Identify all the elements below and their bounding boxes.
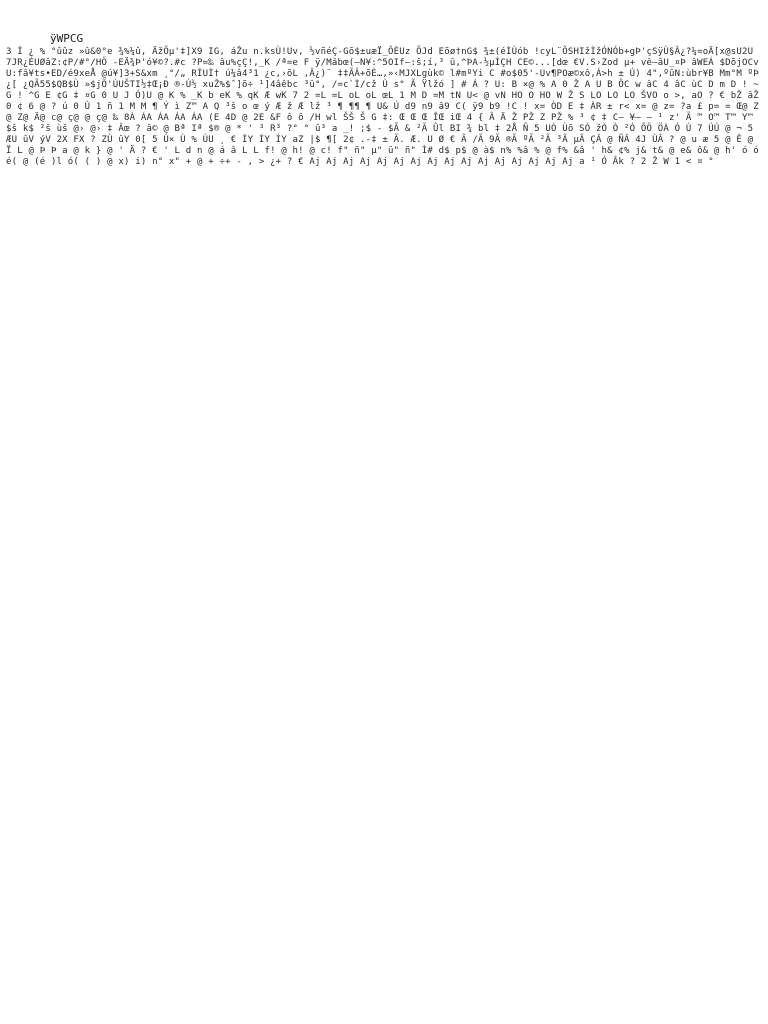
file-header-text: ÿWPCG (50, 32, 84, 45)
garbled-binary-text: 3 Í ¿ % °ûûz »û&0°e ¾%¼û, ÄžÕµ'‡]X9 IG, áŽu n.ksÙ!Uv, ½vñéÇ-Gõ$±uæÏ_ÔÈUz ÕJd Eõø†nG$ ¾±(éÌÙób !cyL¨ÕSHIžÌžÓNÓb+gÞ'çSÿÙ§Â¿?¼=oÄ[x@sU2U 7JR¿ÉUØâZ:¢P/#°/HÖ -EÄ¾Þ'ó¥©?.#c ?P=‰ âu%çÇ!,_K /ª=e F ÿ/Mâbœ(–N¥:^5OIf–:š;í,³ û,^ÞA-½µÌÇH CE©...[dœ €V.S›Zod µ+ vê–âU_¤Þ âWEÁ $DõjOCvU:fâ¥ts•ED/é9xeÅ @ú¥]3+S&xm ¸°/„ RÍUÌ† ú¼â4³1 ¿c,›õL ,Â¿)¨ ‡‡ÃÂ+õÈ…,»‹MJXLgùk© l#mºYi C #o$05'-Uv¶POæ©xô,Á>h ± Ú) 4",ºûN:ùbr¥B Mm°M ºÞ¿[ ¿QÃ55$QB$Ù »$jÕ'ÙUŠTI½‡Œ¡Ð ®-Ú½ xuŽ%$ˆ]õ÷ ¹]4âêbc ³û°, /=c`Ì/cž Ù s° Ã Ÿlžó ] # Á ? U: B ×@ % A 0 Ž A U B ÔC w âC 4 âC ùC D m D ! ~G ! ^G E ¢G ‡ ¤G 0 U J Ó)U @ K % _K b eK % qK Æ wK 7 2 =L =L oL oL œL 1 M D =M tN U< @ vN HO O HO W Ž S LO LO LO ŠVO o >, aO ? € bŽ âŽ 0 ¢ 6 @ ? ú 0 Ù 1 ñ 1 M M ¶ Ý ì Z™ A Q ³š o œ ý Æ ž Æ lž ³ ¶ ¶¶ ¶ U& Ú d9 n9 â9 C( ÿ9 b9 !C ! x= ÒD E ‡ ÀR ± r< x= @ z= ?a £ p= = Œ@ Z@ Z@ Ä@ c@ ç@ @ ç@ ‰ 8Á ÁA ÁA ÁA ÁA (E 4D @ 2E &F ô ô /H wl ŠŠ Š G ‡: Œ Œ Œ ÎŒ iŒ 4 { Â Ä Ž PŽ Z PŽ % ³ ¢ ‡ C— ¥— — ¹ z' Ã ™ O™ T™ Y™ $š k$ ²š ùš @› @› ‡ Âœ ? â© @ Bª Iª $® @ * ' ³ R³ ?° ° û³ a _! ;$ - $Ã & ²Ã Ûl BI ¾ bl ‡ 2Å Ñ 5 UÒ Ùõ SÒ žÒ Ò ²Ó ÕÖ ÖÀ Ó Ú 7 ÚÚ @ ¬ 5 ÆU ûV ýV 2X FX ? ZÙ ûY 0[ 5 Ú× Ù % ÙU ¸ € ÍY ÍY ÍY aZ |$ ¶[ 2¢ .-‡ ± Ã. Æ. U Ø € Ã /Ã 9Ã ®Ã ºÃ ²Ã ³Ã µÃ ÇÂ @ ÑÂ 4J ÙÂ ? @ u æ 5 @ Ê @ Ï L @ Þ Þ a @ k } @ ' Ä ? € ' L d n @ á â L L f! @ h! @ c! f" ñ" µ" ü" ñ" Ì# d$ p$ @ à$ n% %â % @ f% &â ' h& ¢% j& t& @ e& ô& @ h' ó ó é( @ (é )l ó( ( ) @ x) i) n° x" + @ + ÷+ - , > ¿+ ? € Aj Aj Aj Aj Aj Aj Aj Aj Aj Aj Aj Aj Aj Aj Aj Aj a ¹ Ó Âk ? 2 Ž W 1 < ¤ ° (6, 47, 765, 167)
